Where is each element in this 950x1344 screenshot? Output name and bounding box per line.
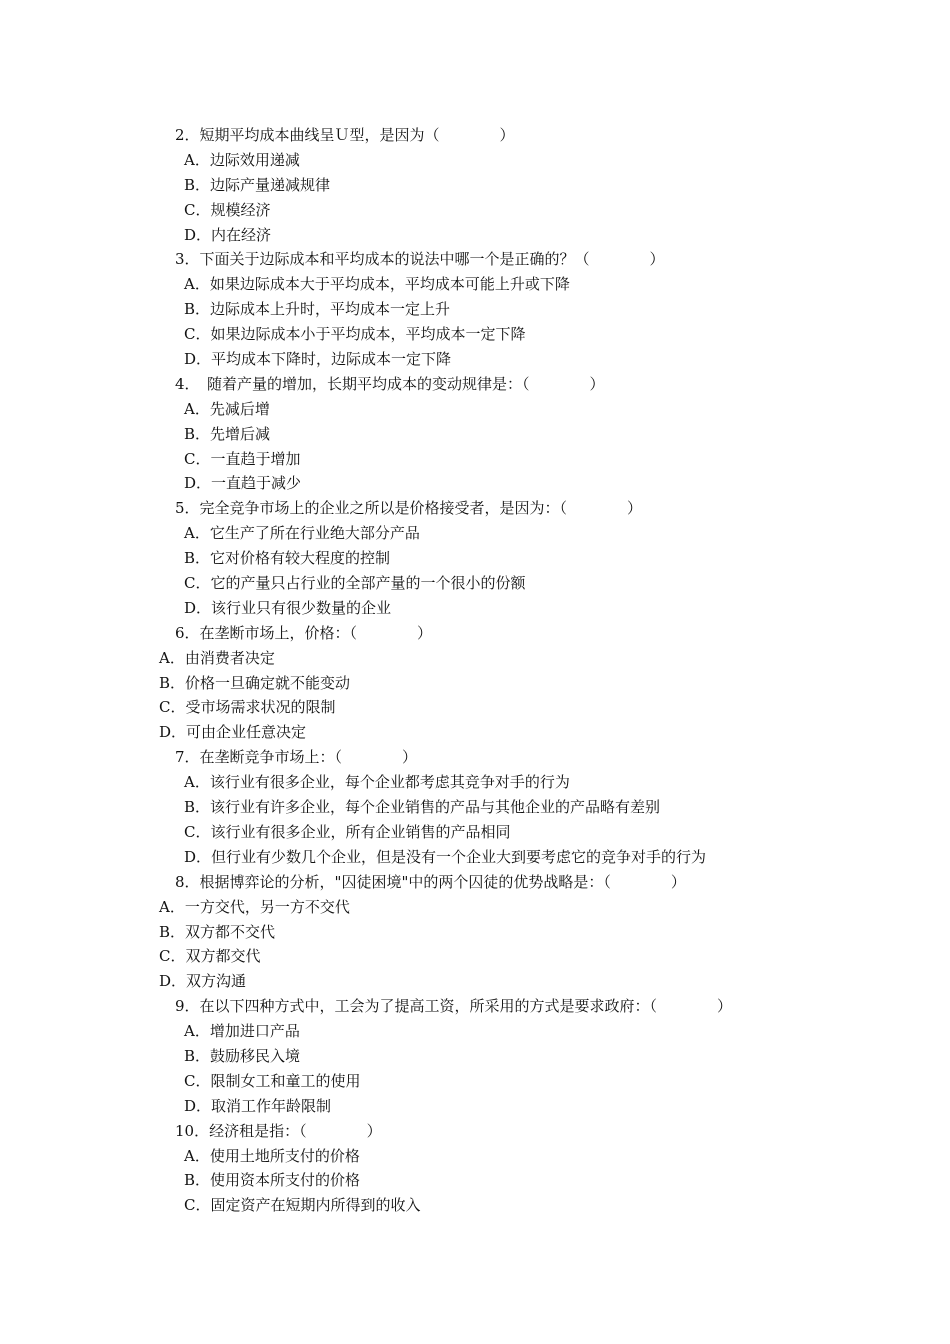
option-4-c: C．一直趋于增加 bbox=[184, 449, 301, 468]
question-5: 5．完全竞争市场上的企业之所以是价格接受者，是因为：（ ） bbox=[175, 499, 643, 518]
option-4-d: D．一直趋于减少 bbox=[184, 474, 302, 493]
option-2-a: A．边际效用递减 bbox=[184, 150, 300, 169]
question-8: 8．根据博弈论的分析，"囚徒困境"中的两个囚徒的优势战略是：（ ） bbox=[175, 872, 686, 891]
question-3: 3．下面关于边际成本和平均成本的说法中哪一个是正确的？（ ） bbox=[175, 250, 665, 269]
question-9: 9．在以下四种方式中，工会为了提高工资，所采用的方式是要求政府：（ ） bbox=[175, 997, 733, 1016]
question-7: 7．在垄断竞争市场上：（ ） bbox=[175, 748, 418, 767]
option-3-a: A．如果边际成本大于平均成本，平均成本可能上升或下降 bbox=[184, 275, 570, 294]
option-7-d: D．但行业有少数几个企业，但是没有一个企业大到要考虑它的竞争对手的行为 bbox=[184, 847, 707, 866]
option-10-b: B．使用资本所支付的价格 bbox=[184, 1171, 361, 1190]
option-3-c: C．如果边际成本小于平均成本，平均成本一定下降 bbox=[184, 325, 526, 344]
option-7-a: A．该行业有很多企业，每个企业都考虑其竞争对手的行为 bbox=[184, 773, 570, 792]
option-10-c: C．固定资产在短期内所得到的收入 bbox=[184, 1196, 421, 1215]
option-2-c: C．规模经济 bbox=[184, 200, 271, 219]
option-2-d: D．内在经济 bbox=[184, 225, 272, 244]
option-7-c: C．该行业有很多企业，所有企业销售的产品相同 bbox=[184, 822, 511, 841]
option-5-a: A．它生产了所在行业绝大部分产品 bbox=[184, 524, 420, 543]
option-2-b: B．边际产量递减规律 bbox=[184, 175, 331, 194]
option-6-a: A．由消费者决定 bbox=[159, 648, 275, 667]
option-8-b: B．双方都不交代 bbox=[159, 922, 276, 941]
option-5-c: C．它的产量只占行业的全部产量的一个很小的份额 bbox=[184, 574, 526, 593]
option-8-c: C．双方都交代 bbox=[159, 947, 261, 966]
option-9-d: D．取消工作年龄限制 bbox=[184, 1096, 332, 1115]
question-2: 2．短期平均成本曲线呈Ｕ型，是因为（ ） bbox=[175, 126, 515, 144]
option-4-b: B．先增后减 bbox=[184, 424, 271, 443]
option-5-b: B．它对价格有较大程度的控制 bbox=[184, 549, 391, 568]
question-4: 4． 随着产量的增加，长期平均成本的变动规律是：（ ） bbox=[175, 374, 605, 393]
document-page bbox=[0, 123, 950, 1218]
option-3-d: D．平均成本下降时，边际成本一定下降 bbox=[184, 350, 452, 369]
option-4-a: A．先减后增 bbox=[184, 399, 270, 418]
option-8-a: A．一方交代，另一方不交代 bbox=[159, 897, 350, 916]
option-6-d: D．可由企业任意决定 bbox=[159, 723, 307, 742]
option-5-d: D．该行业只有很少数量的企业 bbox=[184, 598, 392, 617]
question-10: 10．经济租是指：（ ） bbox=[175, 1121, 382, 1140]
option-8-d: D．双方沟通 bbox=[159, 972, 247, 991]
option-9-b: B．鼓励移民入境 bbox=[184, 1046, 301, 1065]
option-9-c: C．限制女工和童工的使用 bbox=[184, 1071, 361, 1090]
option-6-c: C．受市场需求状况的限制 bbox=[159, 698, 336, 717]
question-6: 6．在垄断市场上，价格：（ ） bbox=[175, 623, 433, 642]
option-10-a: A．使用土地所支付的价格 bbox=[184, 1146, 360, 1165]
option-6-b: B．价格一旦确定就不能变动 bbox=[159, 673, 351, 692]
option-7-b: B．该行业有许多企业，每个企业销售的产品与其他企业的产品略有差别 bbox=[184, 798, 661, 817]
option-3-b: B．边际成本上升时，平均成本一定上升 bbox=[184, 300, 451, 319]
option-9-a: A．增加进口产品 bbox=[184, 1022, 300, 1041]
